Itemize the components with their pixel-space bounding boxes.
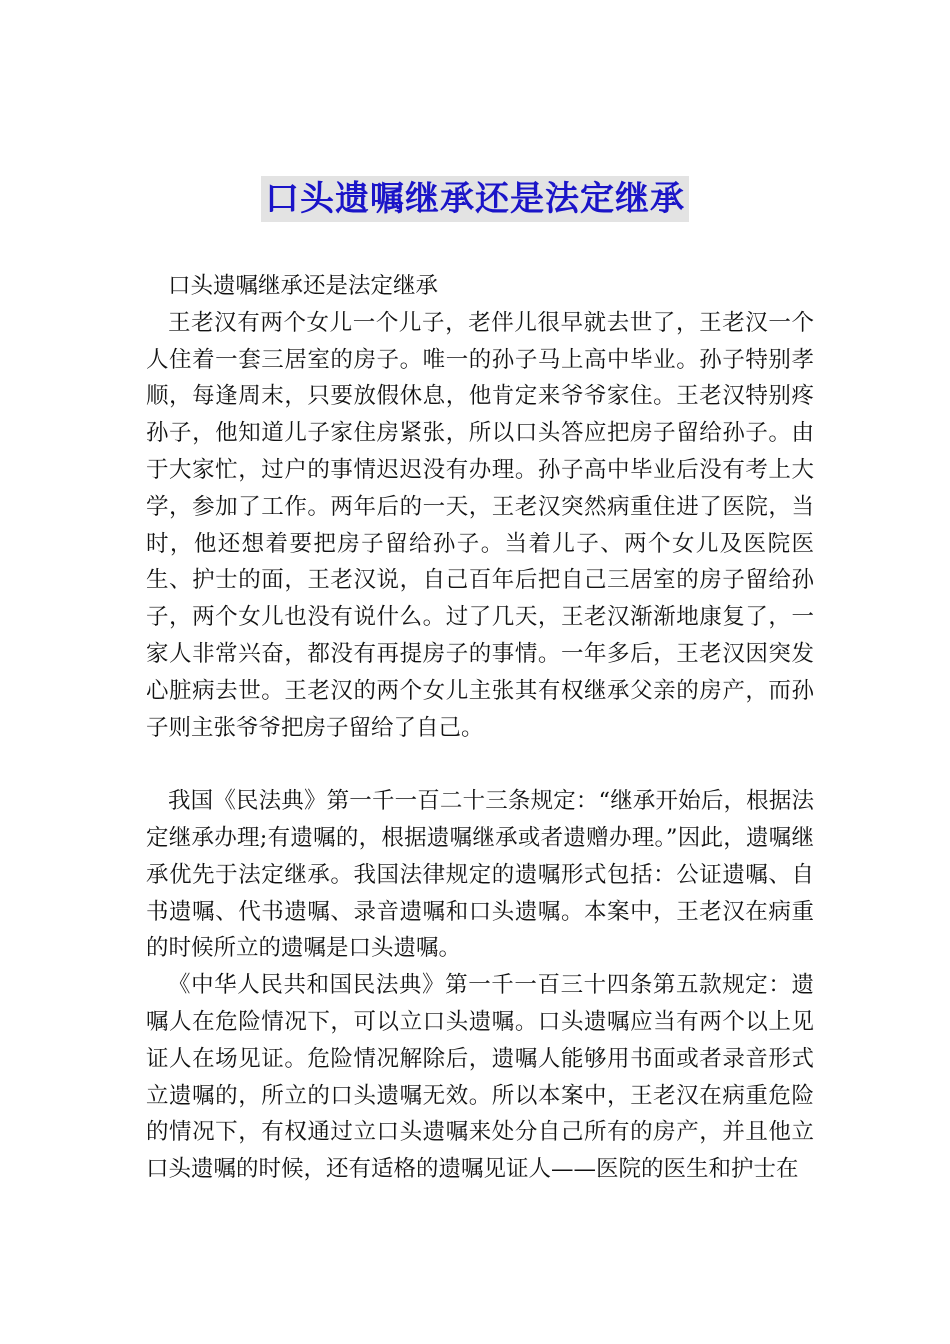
document-subtitle: 口头遗嘱继承还是法定继承 — [168, 273, 439, 299]
paragraph-civil-code-1134: 《中华人民共和国民法典》第一千一百三十四条第五款规定：遗嘱人在危险情况下，可以立口头遗嘱。口头遗嘱应当有两个以上见证人在场见证。危险情况解除后，遗嘱人能够用书面或者录音形式立遗嘱的，所立的口头遗嘱无效。所以本案中，王老汉在病重危险的情况下，有权通过立口头遗嘱来处分自己所有的房产，并且他立口头遗嘱的时候，还有适格的遗嘱见证人——医院的医生和护士在 — [146, 972, 814, 1183]
document-body — [146, 268, 814, 1188]
paragraph-gap — [146, 746, 814, 783]
title-container — [0, 176, 950, 222]
paragraph-civil-code-1123: 我国《民法典》第一千一百二十三条规定：“继承开始后，根据法定继承办理;有遗嘱的，根据遗嘱继承或者遗赠办理。”因此，遗嘱继承优先于法定继承。我国法律规定的遗嘱形式包括：公证遗嘱、自书遗嘱、代书遗嘱、录音遗嘱和口头遗嘱。本案中，王老汉在病重的时候所立的遗嘱是口头遗嘱。 — [146, 788, 814, 962]
document-title: 口头遗嘱继承还是法定继承 — [261, 176, 689, 222]
paragraph-case-facts: 王老汉有两个女儿一个儿子，老伴儿很早就去世了，王老汉一个人住着一套三居室的房子。唯一的孙子马上高中毕业。孙子特别孝顺，每逢周末，只要放假休息，他肯定来爷爷家住。王老汉特别疼孙子，他知道儿子家住房紧张，所以口头答应把房子留给孙子。由于大家忙，过户的事情迟迟没有办理。孙子高中毕业后没有考上大学，参加了工作。两年后的一天，王老汉突然病重住进了医院，当时，他还想着要把房子留给孙子。当着儿子、两个女儿及医院医生、护士的面，王老汉说，自己百年后把自己三居室的房子留给孙子，两个女儿也没有说什么。过了几天，王老汉渐渐地康复了，一家人非常兴奋，都没有再提房子的事情。一年多后，王老汉因突发心脏病去世。王老汉的两个女儿主张其有权继承父亲的房产，而孙子则主张爷爷把房子留给了自己。 — [146, 309, 814, 741]
